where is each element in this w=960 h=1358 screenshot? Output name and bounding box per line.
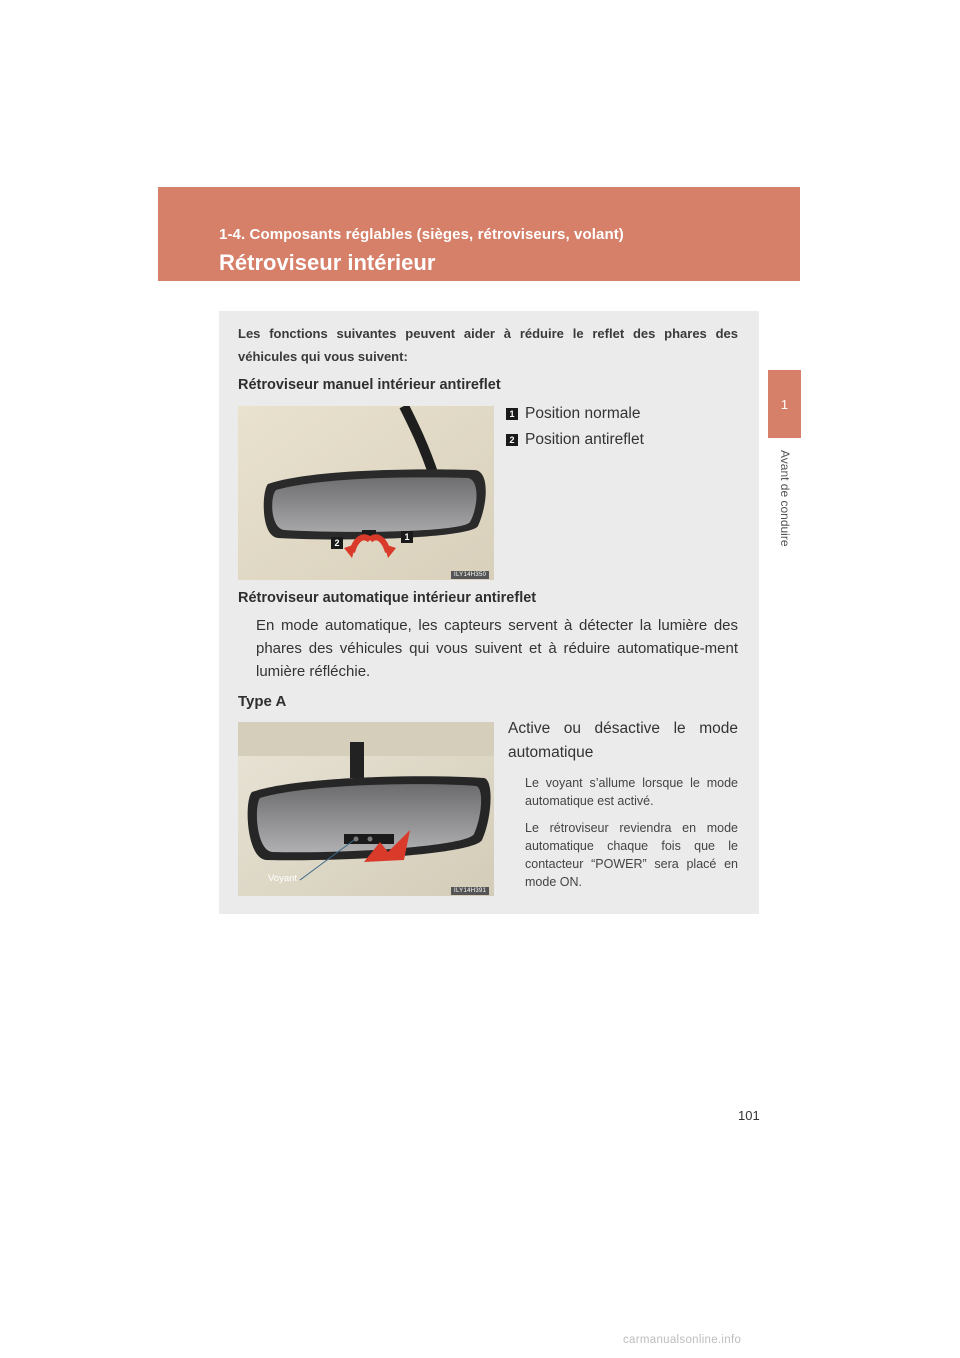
section-title: 1-4. Composants réglables (sièges, rétroviseurs, volant)	[219, 226, 624, 243]
page-number: 101	[738, 1108, 760, 1123]
auto-heading: Rétroviseur automatique intérieur antireflet	[238, 590, 537, 606]
callout-2-icon: 2	[331, 537, 343, 549]
page-title: Rétroviseur intérieur	[219, 250, 436, 275]
manual-heading: Rétroviseur manuel intérieur antireflet	[238, 377, 501, 393]
legend-2-label: Position antireflet	[525, 431, 644, 448]
callout-1-icon: 1	[401, 531, 413, 543]
legend-1-label: Position normale	[525, 405, 641, 422]
type-a-note-2: Le rétroviseur reviendra en mode automatique chaque fois que le contacteur “POWER” sera placé en mode ON.	[525, 821, 738, 889]
image-code: ILY14H391	[451, 887, 489, 895]
intro-text: Les fonctions suivantes peuvent aider à réduire le reflet des phares des véhicules qui vous suivent:	[238, 326, 738, 364]
chapter-label: Avant de conduire	[778, 450, 792, 547]
type-a-heading: Type A	[238, 693, 287, 710]
auto-mirror-illustration	[238, 722, 494, 896]
watermark: carmanualsonline.info	[623, 1334, 742, 1346]
legend-1-icon: 1	[506, 408, 518, 420]
indicator-label: Voyant	[268, 873, 298, 884]
manual-mirror-image	[238, 406, 494, 580]
manual-mirror-illustration	[238, 406, 494, 580]
type-a-note-1: Le voyant s’allume lorsque le mode automatique est activé.	[525, 776, 738, 808]
auto-mirror-image	[238, 722, 494, 896]
chapter-tab[interactable]: 1	[768, 370, 801, 438]
image-code: ILY14H350	[451, 571, 489, 579]
legend-2-icon: 2	[506, 434, 518, 446]
type-a-main-text: Active ou désactive le mode automatique	[508, 720, 738, 761]
auto-description: En mode automatique, les capteurs servent à détecter la lumière des phares des véhicules qui vous suivent et à réduire automatique-ment lumière réfléchie.	[256, 617, 738, 680]
